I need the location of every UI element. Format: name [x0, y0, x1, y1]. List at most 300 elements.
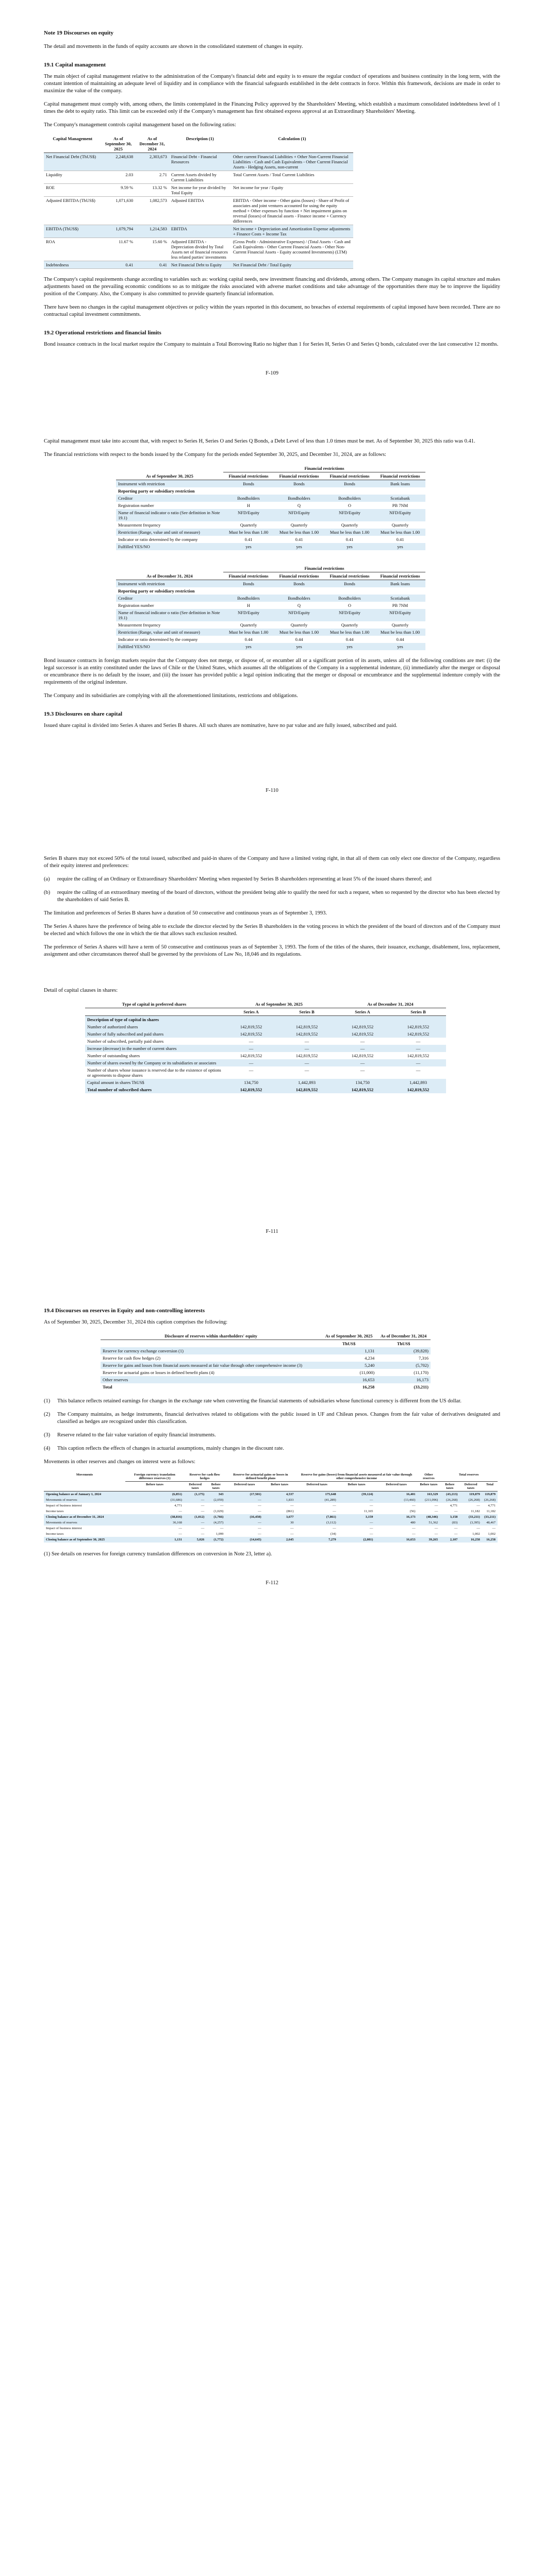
table-cell: Other reserves [101, 1376, 321, 1383]
column-subheader: Total [482, 1482, 498, 1492]
table-cell: (26,268) [459, 1497, 482, 1503]
column-header: Series A [335, 1008, 390, 1016]
table-row [101, 1347, 431, 1354]
table-cell: 142,819,552 [335, 1030, 390, 1038]
table-cell: Quarterly [240, 522, 257, 528]
table-cell: 142,819,552 [335, 1023, 390, 1030]
table-cell: Income taxes [46, 1532, 64, 1536]
table-cell: Indicator or ratio determined by the company [118, 537, 198, 542]
table-cell: 0.44 [295, 637, 303, 642]
table-cell: 142,819,552 [295, 1053, 318, 1058]
table-cell: 119,879 [482, 1492, 498, 1498]
table-cell: Q [297, 603, 301, 608]
column-header: Capital Management [44, 135, 101, 153]
table-cell: — [390, 1059, 446, 1066]
table-cell: (861) [286, 1510, 294, 1513]
table-cell: Net Financial Debt (ThUS$) [44, 153, 101, 171]
restrictions-paragraph-3: The financial restrictions with respect to the bonds issued by the Company for the periods ended September 30, 2025, and December 31, 2024, are as follows: [44, 452, 386, 457]
table-cell: — [454, 1510, 458, 1513]
table-cell: 142,819,552 [240, 1053, 262, 1058]
table-cell: 142,819,552 [279, 1086, 335, 1093]
table-cell: 11.67 % [101, 238, 135, 261]
table-cell [375, 487, 425, 495]
capital-management-rows [44, 153, 353, 269]
table-cell: Fulfilled YES/NO [116, 643, 223, 650]
table-cell: (39,124) [338, 1492, 375, 1498]
table-cell: Reporting party or subsidiary restriction [118, 488, 195, 494]
table-cell: — [258, 1527, 261, 1530]
table-cell: Income taxes [46, 1510, 64, 1513]
table-cell: NFD/Equity [274, 509, 324, 521]
table-cell: NFD/Equity [223, 509, 274, 521]
column-header: Financial restrictions [223, 572, 274, 580]
table-cell: Indebtedness [44, 261, 101, 269]
movements-rows [44, 1492, 498, 1543]
column-header: As of December 31, 2024 [135, 135, 169, 153]
table-cell: (7,861) [296, 1514, 338, 1520]
table-cell: 1,082,573 [135, 197, 169, 225]
table-cell: Impact of business interest [46, 1527, 82, 1530]
table-row [116, 621, 425, 629]
table-cell: Indicator or ratio determined by the company [118, 637, 198, 642]
table-cell: PB 7NM [392, 503, 408, 508]
unit-label: ThUS$ [342, 1341, 356, 1346]
table-cell: 0.41 [345, 537, 354, 542]
column-header: Disclosure of reserves within shareholders' equity [101, 1332, 321, 1340]
table-cell: (14,645) [225, 1537, 263, 1543]
table-cell: Closing balance as of December 31, 2024 [44, 1514, 125, 1520]
table-cell: — [369, 1527, 373, 1530]
table-cell: — [333, 1510, 336, 1513]
table-cell: — [304, 1039, 309, 1044]
table-cell: yes [375, 543, 425, 550]
table-cell [223, 587, 274, 595]
financial-restrictions-rows-2025 [116, 480, 425, 551]
table-cell: Quarterly [290, 622, 308, 628]
table-row [116, 643, 425, 650]
table-row [85, 1016, 446, 1024]
table-cell: — [360, 1067, 365, 1073]
table-cell: 9.59 % [101, 184, 135, 197]
table-cell: (1,012) [184, 1514, 206, 1520]
reserves-rows [101, 1347, 431, 1391]
table-cell: Bondholders [324, 495, 375, 502]
table-cell: Bonds [223, 580, 274, 588]
column-header: As of September 30, 2025 [223, 1001, 335, 1008]
table-cell: 142,819,552 [223, 1023, 279, 1030]
table-cell: 4,234 [365, 1355, 375, 1361]
table-cell: Total [103, 1384, 112, 1389]
table-cell: 142,819,552 [390, 1086, 446, 1093]
table-row [116, 529, 425, 536]
table-cell: EBITDA [169, 225, 231, 238]
table-cell: Quarterly [240, 622, 257, 628]
table-cell: 16,173 [376, 1376, 431, 1383]
table-cell: 1,131 [125, 1537, 184, 1543]
table-cell: PB 7NM [392, 603, 408, 608]
table-row [44, 1497, 498, 1503]
table-row [116, 636, 425, 643]
column-header: Financial restrictions [375, 572, 425, 580]
table-cell: Reporting party or subsidiary restriction [118, 588, 195, 594]
column-subheader: Deferred taxes [459, 1482, 482, 1492]
list-item [44, 876, 500, 883]
table-cell: yes [375, 643, 425, 650]
capital-management-paragraph-2: Capital management must comply with, among others, the limits contemplated in the Financing Policy approved by the Shareholders' Meeting, which establish a maximum consolidated indebtedness level of 1 times the debt to equity ratio. This limit can be exceeded only if the Company's management has first obtained express approval at an Extraordinary Shareholders' Meeting. [44, 101, 500, 114]
table-cell: 1,214,583 [135, 225, 169, 238]
table-cell: Must be less than 1.00 [274, 529, 324, 536]
list-item [44, 1411, 500, 1426]
table-cell: yes [223, 643, 274, 650]
table-cell: 142,819,552 [351, 1053, 374, 1058]
table-row [101, 1376, 431, 1383]
table-cell: 142,819,552 [390, 1023, 446, 1030]
table-cell: (11,170) [414, 1370, 428, 1375]
table-cell: (Gross Profit - Administrative Expenses) / (Total Assets - Cash and Cash Equivalents - Other Current Financial Assets - Other Non-Current Financial Assets - Equity accounted Investments) (LTM) [231, 238, 353, 261]
table-cell: 0.41 [101, 261, 135, 269]
column-subheader: Deferred taxes [184, 1482, 206, 1492]
table-cell: — [434, 1510, 438, 1513]
column-header: As of September 30, 2025 [101, 135, 135, 153]
table-row [85, 1052, 446, 1059]
table-cell: Bondholders [223, 495, 274, 502]
table-cell: Must be less than 1.00 [223, 629, 274, 636]
table-cell [274, 587, 324, 595]
share-capital-paragraph-2: Series B shares may not exceed 50% of the total issued, subscribed and paid-in shares of the Company and have a limited voting right, in that all of them can only elect one director of the Company, regardless of their equity interest and preferences: [44, 856, 500, 869]
table-row [44, 1531, 498, 1537]
table-cell: 0.44 [345, 637, 354, 642]
table-cell: — [223, 1045, 279, 1052]
table-cell: — [249, 1039, 254, 1044]
table-cell: Net Financial Debt to Equity [169, 261, 231, 269]
list-marker: (1) [44, 1398, 51, 1404]
table-row [101, 1354, 431, 1362]
table-cell: — [434, 1527, 438, 1530]
table-cell: 0.44 [396, 637, 404, 642]
table-cell: — [412, 1532, 416, 1536]
table-cell: (1,766) [206, 1514, 225, 1520]
table-cell: H [246, 503, 251, 508]
table-row [85, 1059, 446, 1066]
table-cell [375, 587, 425, 595]
table-cell: (33,211) [482, 1514, 498, 1520]
table-cell: Must be less than 1.00 [274, 629, 324, 636]
restrictions-paragraph-2: Capital management must take into account that, with respect to Series H, Series O and Series Q Bonds, a Debt Level of less than 1.0 times must be met. As of September 30, 2025 this ratio was 0.41. [44, 438, 475, 444]
table-row [116, 502, 425, 509]
table-cell: (3,112) [296, 1520, 338, 1526]
table-cell: — [201, 1532, 205, 1536]
unit-label: ThUS$ [397, 1341, 410, 1346]
table-cell: (2,081) [338, 1537, 375, 1543]
column-header: Series B [390, 1008, 446, 1016]
table-cell: Must be less than 1.00 [324, 529, 375, 536]
table-row [44, 197, 353, 225]
column-header: Description (1) [169, 135, 231, 153]
table-cell: O [348, 503, 352, 508]
column-header: Total reserves [440, 1472, 498, 1482]
table-cell: Quarterly [391, 522, 409, 528]
table-cell: (3,395) [459, 1520, 482, 1526]
table-cell: 16,401 [375, 1492, 417, 1498]
column-header: Movements [44, 1472, 125, 1492]
table-cell: Must be less than 1.00 [223, 529, 274, 536]
table-cell: 134,750 [223, 1079, 279, 1086]
table-cell: — [201, 1504, 205, 1507]
table-cell: NFD/Equity [223, 609, 274, 621]
table-cell: Bonds [324, 480, 375, 488]
table-cell: — [434, 1504, 438, 1507]
table-row [85, 1045, 446, 1052]
table-cell: 1,071,630 [101, 197, 135, 225]
table-cell: 15.60 % [135, 238, 169, 261]
table-cell: EBITDA (ThUS$) [44, 225, 101, 238]
table-cell: Adjusted EBITDA [169, 197, 231, 225]
table-cell: — [178, 1532, 182, 1536]
table-cell: Number of outstanding shares [87, 1053, 140, 1058]
table-cell: Measurement frequency [118, 622, 161, 628]
table-cell: (83) [440, 1520, 459, 1526]
table-cell [223, 1016, 279, 1024]
table-cell: — [258, 1510, 261, 1513]
share-capital-paragraph-5: The preference of Series A shares will have a term of 50 consecutive and continuous years as of September 3, 1993. The form of the titles of the shares, their issuance, exchange, disablement, loss, replacement, assignment and other circumstances thereof shall be governed by the provisions of Law No, 18,046 and its regulations. [44, 944, 500, 957]
column-header: As of September 30, 2025 [321, 1332, 376, 1340]
table-row [116, 495, 425, 502]
table-row [116, 629, 425, 636]
table-cell: Number of authorized shares [85, 1023, 223, 1030]
table-row [85, 1023, 446, 1030]
table-cell: — [258, 1532, 261, 1536]
note-title: Note 19 Discourses on equity [44, 30, 114, 36]
column-header: Financial restrictions [324, 472, 375, 480]
column-header: Other reserves [418, 1472, 440, 1482]
table-cell: Total number of subscribed shares [85, 1086, 223, 1093]
table-row [44, 1514, 498, 1520]
column-header: As of December 31, 2024 [376, 1332, 431, 1340]
column-subheader: Before taxes [125, 1482, 184, 1492]
table-row [116, 509, 425, 521]
table-cell: — [333, 1504, 336, 1507]
table-cell: Liquidity [44, 171, 101, 184]
column-header: Series B [279, 1008, 335, 1016]
table-cell: Reserve for gains and losses from financial assets measured at fair value through other comprehensive income (3) [101, 1362, 321, 1369]
table-cell: Description of type of capital in shares [85, 1016, 223, 1024]
list-item [44, 1398, 500, 1405]
table-cell: Number of subscribed, partially paid shares [87, 1039, 164, 1044]
table-cell: Movements of reserves [44, 1520, 125, 1526]
table-cell: 3,159 [338, 1514, 375, 1520]
table-cell: 16,653 [321, 1376, 376, 1383]
table-cell: Bank loans [375, 480, 425, 488]
column-subheader: Before taxes [263, 1482, 296, 1492]
table-cell: Total Current Assets / Total Current Liabilities [231, 171, 353, 184]
table-cell: Opening balance as of January 1, 2024 [44, 1492, 125, 1498]
table-cell: 142,819,552 [390, 1030, 446, 1038]
table-cell: (31,686) [125, 1497, 184, 1503]
table-cell: 142,819,552 [223, 1030, 279, 1038]
share-capital-list [44, 876, 500, 904]
table-cell: Name of financial indicator o ratio (See definition in Note 19.1) [116, 609, 223, 621]
column-header: Financial restrictions [375, 472, 425, 480]
table-period-header: As of December 31, 2024 [116, 572, 223, 580]
table-cell: Net income + Depreciation and Amortization Expense adjustments + Finance Costs + Income Tax [231, 225, 353, 238]
restrictions-paragraph-1: Bond issuance contracts in the local market require the Company to maintain a Total Borrowing Ratio no higher than 1 for Series H, Series O and Series Q bonds, calculated over the last consecutive 12 months. [44, 342, 499, 347]
table-cell: Bonds [274, 480, 324, 488]
table-cell: — [369, 1532, 373, 1536]
table-cell [324, 487, 375, 495]
column-header: Calculation (1) [231, 135, 353, 153]
table-row [85, 1066, 446, 1079]
table-cell: — [178, 1527, 182, 1530]
table-cell: — [184, 1497, 206, 1503]
table-cell: NFD/Equity [375, 509, 425, 521]
intro-paragraph: The detail and movements in the funds of equity accounts are shown in the consolidated statement of changes in equity. [44, 44, 303, 49]
table-cell: 5,026 [184, 1537, 206, 1543]
table-cell: 1,002 [488, 1532, 496, 1536]
table-cell: 1,442,893 [390, 1079, 446, 1086]
table-cell: — [290, 1532, 294, 1536]
section-19-4-title: 19.4 Discourses on reserves in Equity and non-controlling interests [44, 1308, 205, 1314]
group-header: Financial restrictions [223, 465, 425, 472]
reserves-paragraph-1: As of September 30, 2025, December 31, 2024 this caption comprises the following: [44, 1319, 228, 1325]
table-cell: 119,879 [459, 1492, 482, 1498]
financial-restrictions-table-2025 [116, 465, 425, 550]
table-cell: 4,771 [450, 1504, 458, 1507]
table-cell: (38,816) [125, 1514, 184, 1520]
table-cell: — [476, 1527, 480, 1530]
table-cell: — [304, 1067, 309, 1073]
reserve-movements-table [44, 1472, 498, 1543]
table-row [44, 184, 353, 197]
table-cell: Registration number [118, 603, 154, 608]
table-cell: — [279, 1045, 335, 1052]
table-cell: 3,677 [263, 1514, 296, 1520]
list-marker: (b) [44, 890, 51, 895]
share-capital-paragraph-6: Detail of capital clauses in shares: [44, 988, 118, 993]
column-header: Financial restrictions [223, 472, 274, 480]
table-cell: 142,819,552 [223, 1086, 279, 1093]
table-cell: — [434, 1532, 438, 1536]
capital-management-paragraph-5: There have been no changes in the capital management objectives or policy within the years reported in this document, no breaches of external requirements of capital imposed have been recorded. There are no contractual capital investment commitments. [44, 304, 500, 317]
table-cell: 4,771 [488, 1504, 496, 1507]
list-text: The Company maintains, as hedge instruments, financial derivatives related to obligations with the public issued in UF and Chilean pesos. Changes from the fair value of derivatives designated and classified as hedges are recognized under this classification. [57, 1412, 500, 1425]
table-cell: 2.03 [101, 171, 135, 184]
table-cell: Scotiabank [375, 495, 425, 502]
table-cell: 0.41 [244, 537, 253, 542]
list-text: This caption reflects the effects of changes in actuarial assumptions, mainly changes in the discount rate. [57, 1446, 284, 1451]
table-cell: 7,279 [296, 1537, 338, 1543]
reserves-notes-list [44, 1398, 500, 1452]
table-cell: Number of fully subscribed and paid shares [85, 1030, 223, 1038]
table-row [116, 480, 425, 488]
table-cell: NFD/Equity [324, 509, 375, 521]
list-text: This balance reflects retained earnings for changes in the exchange rate when converting the financial statements of subsidiaries whose functional currency is different from the US dollar. [57, 1398, 461, 1404]
table-cell: Must be less than 1.00 [324, 629, 375, 636]
table-cell: 1,002 [472, 1532, 480, 1536]
table-cell: 1,833 [263, 1497, 296, 1503]
table-cell: Creditor [116, 595, 223, 602]
table-cell: Reserve for currency exchange conversion (1) [101, 1347, 321, 1354]
table-cell: — [201, 1510, 205, 1513]
table-cell [274, 487, 324, 495]
table-cell: Impact of business interest [46, 1504, 82, 1507]
table-cell: Bondholders [223, 595, 274, 602]
table-row [85, 1030, 446, 1038]
table-cell: 1,099 [216, 1532, 224, 1536]
table-cell: Financial Debt - Financial Resources [169, 153, 231, 171]
table-row [85, 1086, 446, 1093]
table-cell: Number of shares owned by the Company or its subsidiaries or associates [85, 1059, 223, 1066]
table-cell: — [338, 1497, 375, 1503]
table-cell: Instrument with restriction [116, 480, 223, 488]
table-cell: Quarterly [341, 622, 358, 628]
table-row [44, 261, 353, 269]
table-cell: 11,182 [486, 1510, 496, 1513]
table-row [85, 1038, 446, 1045]
table-cell: yes [324, 543, 375, 550]
table-cell: — [249, 1067, 254, 1073]
table-cell: 11,182 [471, 1510, 480, 1513]
table-cell: Bondholders [324, 595, 375, 602]
table-cell: — [338, 1520, 375, 1526]
table-cell: Closing balance as of September 30, 2025 [44, 1537, 125, 1543]
table-cell: NFD/Equity [375, 609, 425, 621]
share-capital-paragraph-4: The Series A shares have the preference of being able to exclude the director elected by the Series B shareholders in the voting process in which the president of the board of directors and of the Company must be elected and which follows the one in which the tie that allows such exclusion resulted. [44, 924, 500, 937]
table-cell: ROE [44, 184, 101, 197]
capital-clauses-table [85, 1001, 446, 1093]
table-cell: — [290, 1504, 294, 1507]
table-cell: (1,029) [213, 1510, 224, 1513]
table-cell: 175,648 [296, 1492, 338, 1498]
table-cell: — [454, 1527, 458, 1530]
table-cell: — [412, 1504, 416, 1507]
table-row [116, 587, 425, 595]
table-cell: 5,240 [321, 1362, 376, 1369]
table-cell: 343 [206, 1492, 225, 1498]
table-cell: Bondholders [274, 495, 324, 502]
table-cell: Current Assets divided by Current Liabilities [169, 171, 231, 184]
column-header: Reserve for cash flow hedges [184, 1472, 225, 1482]
table-row [44, 171, 353, 184]
table-cell: Quarterly [341, 522, 358, 528]
list-item [44, 1445, 500, 1452]
page-number: F-109 [265, 370, 279, 376]
table-cell: Adjusted EBITDA - Depreciation divided by Total Assets net of financial resources less related parties' investments [169, 238, 231, 261]
table-cell: Name of financial indicator o ratio (See definition in Note 19.1) [116, 509, 223, 521]
table-cell: (211,096) [418, 1497, 440, 1503]
table-cell: EBITDA - Other income - Other gains (losses) - Share of Profit of associates and joint ventures accounted for using the equity method + Other expenses by function + Net impairment gains on reversal (losses) of financial assets - Finance income + Currency differences [231, 197, 353, 225]
table-row [116, 487, 425, 495]
table-row [116, 543, 425, 550]
capital-clauses-rows [85, 1016, 446, 1094]
table-cell: 134,750 [335, 1079, 390, 1086]
table-row [44, 1526, 498, 1531]
table-cell: 142,819,552 [279, 1030, 335, 1038]
column-subheader: Deferred taxes [225, 1482, 263, 1492]
table-cell: — [225, 1497, 263, 1503]
table-cell: — [258, 1504, 261, 1507]
column-header: Foreign currency translation difference reserves (1) [125, 1472, 184, 1482]
table-cell: (2,059) [206, 1497, 225, 1503]
table-cell: Q [297, 503, 301, 508]
table-cell: 0.41 [396, 537, 404, 542]
table-row [44, 1509, 498, 1514]
table-cell: 2.71 [135, 171, 169, 184]
table-cell: Number of shares whose issuance is reserved due to the existence of options or agreements to dispose shares [87, 1067, 221, 1078]
table-cell: Adjusted EBITDA (ThUS$) [44, 197, 101, 225]
column-header: Financial restrictions [274, 472, 324, 480]
table-cell: — [225, 1520, 263, 1526]
restrictions-paragraph-4: Bond issuance contracts in foreign markets require that the Company does not merge, or dispose of, or encumber all or a significant portion of its assets, unless all of the following conditions are met: (i) the legal successor is an entity constituted under the laws of Chile or the United States, which assumes all the obligations of the Company in a supplemental indenture, (ii) immediately after the merger or disposal or encumbrance there is no default by the issuer, and (iii) the issuer has provided public a legal opinion indicating that the merger or disposal or encumbrance and the supplemental indenture comply with the requirements of the original indenture. [44, 658, 500, 685]
